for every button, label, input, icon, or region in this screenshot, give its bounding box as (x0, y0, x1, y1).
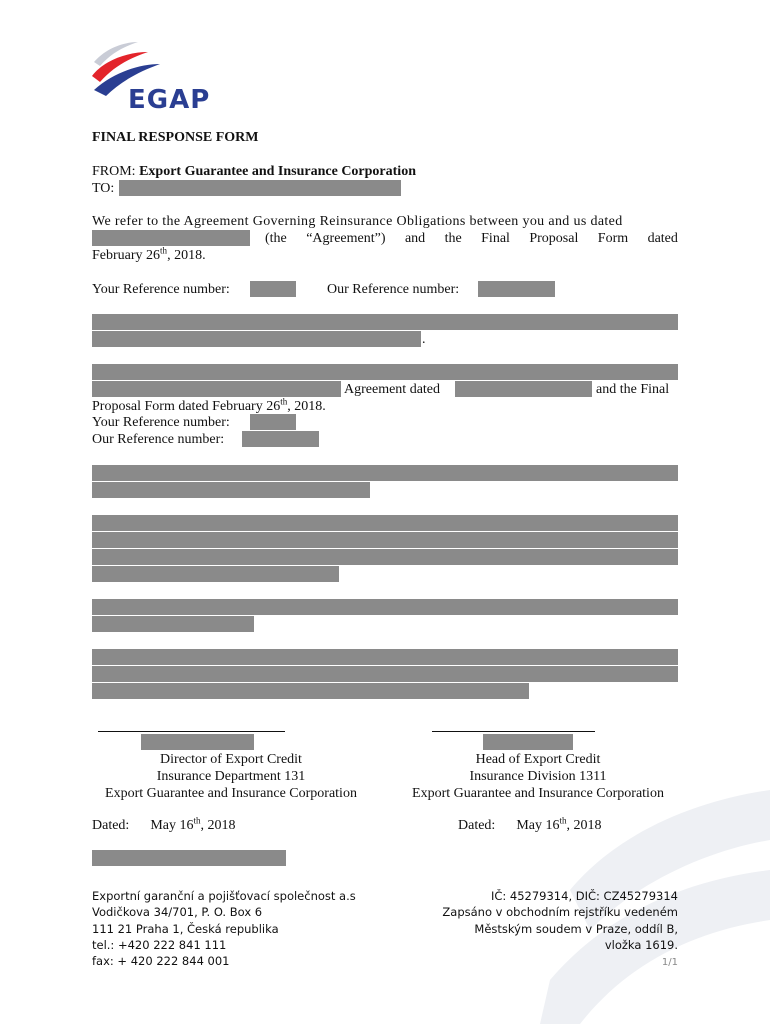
from-value: Export Guarantee and Insurance Corporation (139, 164, 416, 179)
redaction-block-4 (92, 666, 678, 682)
agreement-dated-text: Agreement dated (344, 382, 441, 397)
redaction-to (119, 180, 401, 196)
footer-ids: IČ: 45279314, DIČ: CZ45279314 (490, 889, 678, 903)
proposal-year: , 2018. (287, 399, 326, 414)
paragraph-2-period: . (422, 332, 426, 347)
redaction-paragraph-3 (92, 381, 341, 397)
our-reference-label-2: Our Reference number: (92, 432, 225, 447)
footer-company-name: Exportní garanční a pojišťovací společnost a.s (92, 889, 356, 903)
p1-word-proposal: Proposal (529, 231, 579, 246)
redaction-block-2 (92, 549, 678, 565)
footer-register-2: Městským soudem v Praze, oddíl B, (474, 921, 678, 936)
signature-line-left (98, 731, 285, 732)
redaction-block-4 (92, 683, 529, 699)
signatory-right-title-1: Head of Export Credit (475, 752, 601, 767)
footer-register-1: Zapsáno v obchodním rejstříku vedeném (442, 905, 678, 920)
paragraph-1-line-2 (265, 230, 678, 247)
footer-phone: tel.: +420 222 841 111 (92, 937, 227, 952)
redaction-bottom (92, 850, 286, 866)
proposal-form-dated (92, 398, 326, 415)
p1-word-final: Final (481, 231, 510, 246)
signatory-right-org: Export Guarantee and Insurance Corporation (412, 786, 664, 801)
dated-left-sup: th (193, 815, 201, 826)
footer-left (92, 888, 356, 969)
our-reference-label: Our Reference number: (327, 282, 460, 297)
p1-date-text: February 26 (92, 248, 161, 263)
redaction-our-reference (478, 281, 555, 297)
p1-word-the: (the (265, 231, 287, 246)
redaction-signatory-right (483, 734, 573, 750)
to-label: TO: (92, 181, 115, 196)
p1-word-and: and (404, 231, 426, 246)
redaction-our-reference-2 (242, 431, 319, 447)
redaction-block-2 (92, 566, 339, 582)
signatory-right-title-2: Insurance Division 1311 (469, 769, 607, 784)
p1-word-the2: the (444, 231, 462, 246)
paragraph-1-line-1: We refer to the Agreement Governing Reinsurance Obligations between you and us dated (92, 214, 623, 229)
dated-right-sup: th (559, 815, 567, 826)
from-label: FROM: (92, 164, 136, 179)
dated-left-year: , 2018 (200, 818, 236, 833)
p1-date-year: , 2018. (167, 248, 206, 263)
footer-register-3: vložka 1619. (604, 937, 678, 952)
dated-right-label: Dated: (458, 818, 496, 833)
egap-logo-text: EGAP (128, 85, 211, 115)
signatory-left-title-2: Insurance Department 131 (156, 769, 306, 784)
p1-word-form: Form (597, 231, 629, 246)
dated-right-year: , 2018 (566, 818, 602, 833)
paragraph-1-line-3 (92, 247, 206, 264)
redaction-block-1 (92, 482, 370, 498)
redaction-paragraph-2 (92, 314, 678, 330)
and-the-final-text: and the Final (596, 382, 670, 397)
proposal-text: Proposal Form dated February 26 (92, 399, 281, 414)
signatory-left-block (92, 751, 370, 802)
signature-line-right (432, 731, 595, 732)
redaction-block-3 (92, 616, 254, 632)
signatory-right-block (398, 751, 678, 802)
redaction-block-3 (92, 599, 678, 615)
proposal-sup: th (280, 396, 288, 407)
footer-address-1: Vodičkova 34/701, P. O. Box 6 (92, 905, 263, 920)
redaction-agreement-date (92, 230, 250, 246)
signatory-left-org: Export Guarantee and Insurance Corporation (105, 786, 357, 801)
dated-right-date: May 16 (516, 818, 560, 833)
your-reference-label-2: Your Reference number: (92, 415, 230, 430)
redaction-signatory-left (141, 734, 254, 750)
page-number: 1/1 (661, 957, 678, 968)
redaction-block-2 (92, 515, 678, 531)
redaction-paragraph-3 (92, 364, 678, 380)
p1-word-dated: dated (647, 231, 678, 246)
footer-right (400, 888, 678, 953)
footer-fax: fax: + 420 222 844 001 (92, 954, 230, 969)
p1-word-agreement: “Agreement”) (306, 231, 386, 246)
redaction-block-4 (92, 649, 678, 665)
dated-right (458, 817, 602, 834)
redaction-agreement-dated (455, 381, 592, 397)
egap-logo (86, 40, 216, 118)
dated-left-date: May 16 (150, 818, 194, 833)
your-reference-label: Your Reference number: (92, 282, 230, 297)
redaction-block-1 (92, 465, 678, 481)
redaction-your-reference-2 (250, 414, 296, 430)
from-line (92, 163, 416, 180)
footer-address-2: 111 21 Praha 1, Česká republika (92, 921, 279, 936)
signatory-left-title-1: Director of Export Credit (160, 752, 302, 767)
dated-left (92, 817, 236, 834)
form-title: FINAL RESPONSE FORM (92, 130, 259, 145)
redaction-block-2 (92, 532, 678, 548)
redaction-paragraph-2 (92, 331, 421, 347)
redaction-your-reference (250, 281, 296, 297)
p1-date-sup: th (160, 245, 168, 256)
dated-left-label: Dated: (92, 818, 130, 833)
